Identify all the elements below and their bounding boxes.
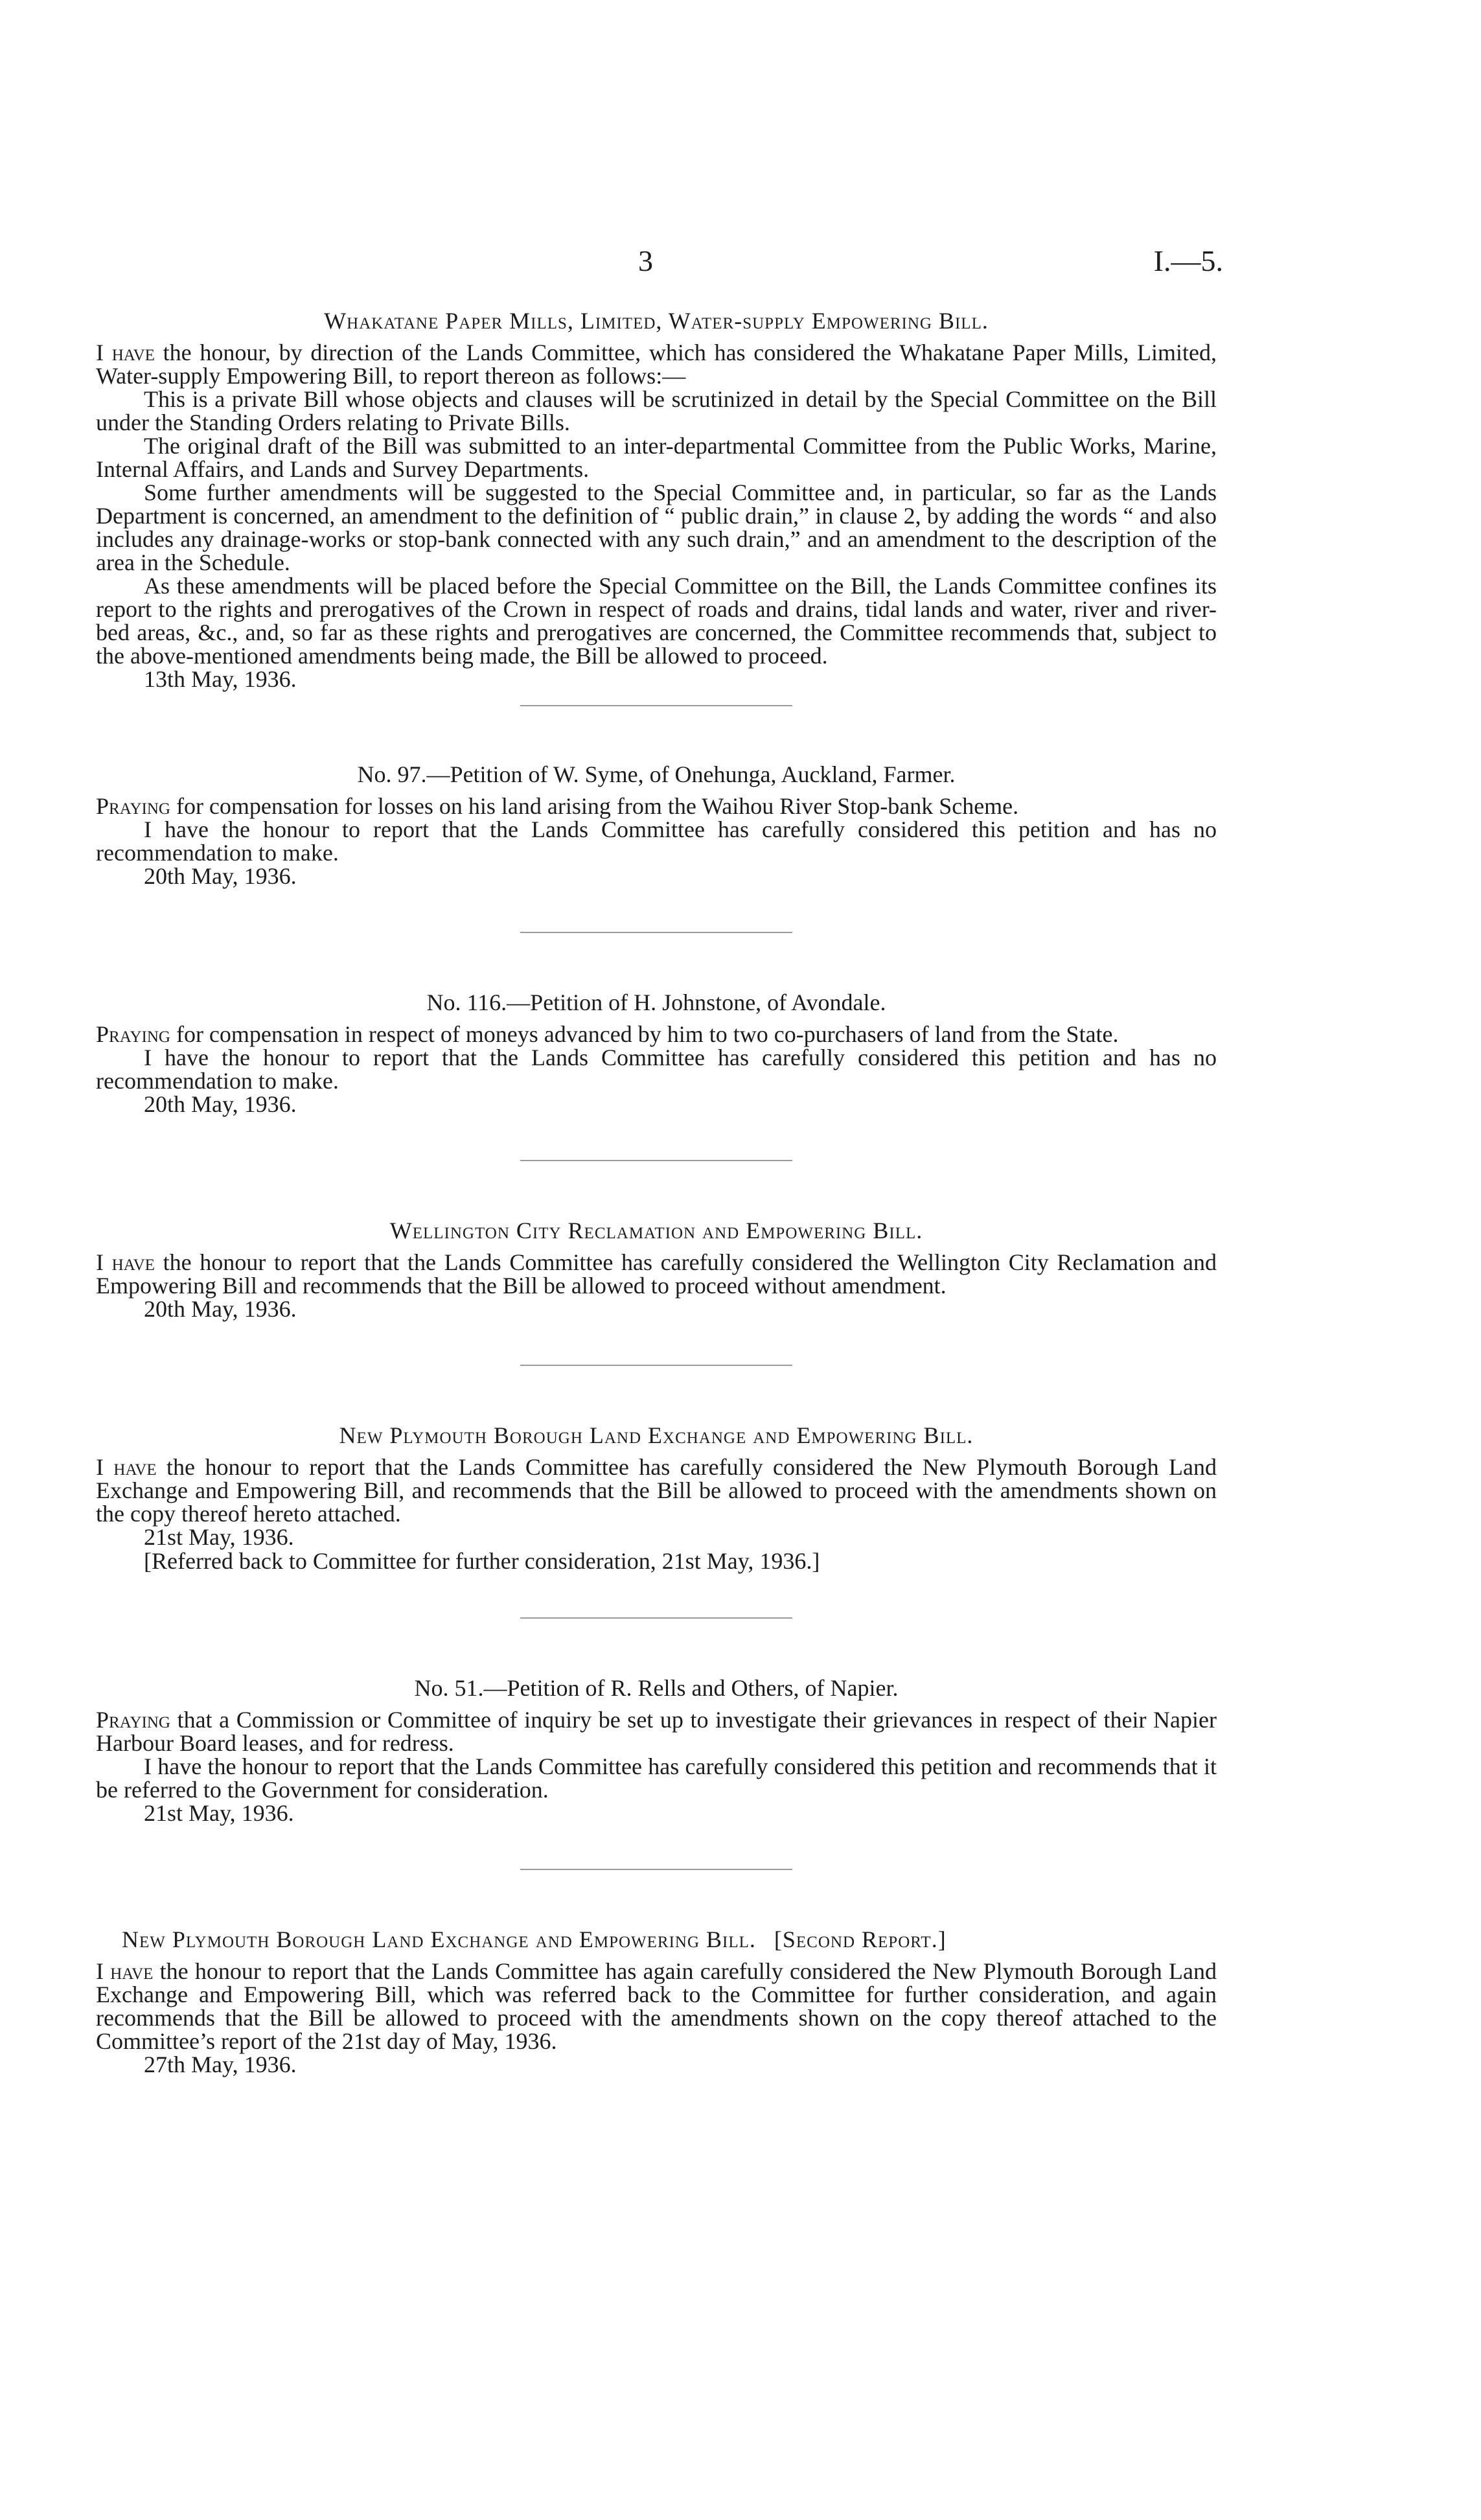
report-date: 27th May, 1936. xyxy=(144,2052,297,2077)
referral-note: [Referred back to Committee for further consideration, 21st May, 1936.] xyxy=(144,1548,820,1574)
page-content xyxy=(96,305,1217,2076)
petition-section xyxy=(96,1672,1217,1825)
section-title: No. 51.—Petition of R. Rells and Others, of Napier. xyxy=(414,1675,899,1701)
report-paragraph: As these amendments will be placed before the Special Committee on the Bill, the Lands Committee confines its report to the rights and prerogatives of the Crown in respect of roads and drains, tidal lands and water, river and river-bed areas, &c., and, so far as these rights and prerogatives are concerned, the Committee recommends that, subject to the above-mentioned amendments being made, the Bill be allowed to proceed. xyxy=(96,573,1217,669)
section-title: No. 116.—Petition of H. Johnstone, of Avondale. xyxy=(426,989,886,1015)
report-date: 21st May, 1936. xyxy=(144,1524,294,1550)
report-paragraph: Praying for compensation in respect of moneys advanced by him to two co-purchasers of land from the State. xyxy=(96,1021,1119,1047)
section-divider xyxy=(520,705,792,706)
section-title: New Plymouth Borough Land Exchange and Empowering Bill. [Second Report.] xyxy=(122,1926,947,1952)
petition-section xyxy=(96,758,1217,888)
section-title: New Plymouth Borough Land Exchange and Empowering Bill. xyxy=(339,1422,974,1448)
lead-words: I have xyxy=(96,1454,157,1480)
lead-words: I have xyxy=(96,340,155,365)
lead-words: Praying xyxy=(96,1021,170,1047)
report-section xyxy=(96,1419,1217,1573)
report-date: 20th May, 1936. xyxy=(144,1091,297,1117)
report-date: 13th May, 1936. xyxy=(144,666,297,692)
page-number: 3 xyxy=(638,244,653,277)
report-paragraph: Praying for compensation for losses on his land arising from the Waihou River Stop-bank Scheme. xyxy=(96,793,1019,819)
section-divider xyxy=(520,932,792,933)
section-divider xyxy=(520,1160,792,1161)
report-paragraph: I have the honour to report that the Lands Committee has carefully considered this petition and has no recommendation to make. xyxy=(96,816,1217,866)
section-divider xyxy=(520,1869,792,1870)
second-report-label: [Second Report.] xyxy=(774,1926,947,1952)
report-paragraph: The original draft of the Bill was submitted to an inter-departmental Committee from the Public Works, Marine, Internal Affairs, and Lands and Survey Departments. xyxy=(96,433,1217,482)
report-paragraph: Some further amendments will be suggested to the Special Committee and, in particular, so far as the Lands Department is concerned, an amendment to the definition of “ public drain,” in clause 2, by adding the words “ and also includes any drainage-works or stop-bank connected with any such drain,” and an amendment to the description of the area in the Schedule. xyxy=(96,480,1217,575)
report-paragraph: I have the honour to report that the Lands Committee has carefully considered this petition and recommends that it be referred to the Government for consideration. xyxy=(96,1753,1217,1803)
lead-words: Praying xyxy=(96,1707,170,1733)
report-paragraph: I have the honour, by direction of the Lands Committee, which has considered the Whakatane Paper Mills, Limited, Water-supply Empowering Bill, to report thereon as follows:— xyxy=(96,340,1217,389)
lead-words: I have xyxy=(96,1958,154,1984)
document-reference: I.—5. xyxy=(1153,244,1223,277)
report-paragraph: I have the honour to report that the Lands Committee has again carefully considered the New Plymouth Borough Land Exchange and Empowering Bill, which was referred back to the Committee for further consideration, and again recommends that the Bill be allowed to proceed with the amendments shown on the copy thereof attached to the Committee’s report of the 21st day of May, 1936. xyxy=(96,1958,1217,2054)
report-date: 21st May, 1936. xyxy=(144,1800,294,1826)
report-date: 20th May, 1936. xyxy=(144,863,297,889)
report-date: 20th May, 1936. xyxy=(144,1296,297,1322)
lead-words: I have xyxy=(96,1249,155,1275)
section-divider xyxy=(520,1365,792,1366)
report-paragraph: I have the honour to report that the Lands Committee has carefully considered this petition and has no recommendation to make. xyxy=(96,1045,1217,1094)
report-section xyxy=(96,1214,1217,1321)
section-title: Whakatane Paper Mills, Limited, Water-supply Empowering Bill. xyxy=(324,308,989,334)
page-header xyxy=(0,244,1481,283)
report-paragraph: I have the honour to report that the Lands Committee has carefully considered the New Plymouth Borough Land Exchange and Empowering Bill, and recommends that the Bill be allowed to proceed with the amendments shown on the copy thereof hereto attached. xyxy=(96,1454,1217,1527)
report-section xyxy=(96,1923,1217,2076)
petition-section xyxy=(96,986,1217,1116)
section-title: No. 97.—Petition of W. Syme, of Onehunga, Auckland, Farmer. xyxy=(357,761,956,787)
section-divider xyxy=(520,1617,792,1619)
report-paragraph: This is a private Bill whose objects and clauses will be scrutinized in detail by the Special Committee on the Bill under the Standing Orders relating to Private Bills. xyxy=(96,386,1217,435)
report-section xyxy=(96,305,1217,691)
section-title: Wellington City Reclamation and Empowering Bill. xyxy=(389,1218,923,1243)
report-paragraph: Praying that a Commission or Committee of inquiry be set up to investigate their grievances in respect of their Napier Harbour Board leases, and for redress. xyxy=(96,1707,1217,1756)
lead-words: Praying xyxy=(96,793,170,819)
report-paragraph: I have the honour to report that the Lands Committee has carefully considered the Wellington City Reclamation and Empowering Bill and recommends that the Bill be allowed to proceed without amendment. xyxy=(96,1249,1217,1299)
